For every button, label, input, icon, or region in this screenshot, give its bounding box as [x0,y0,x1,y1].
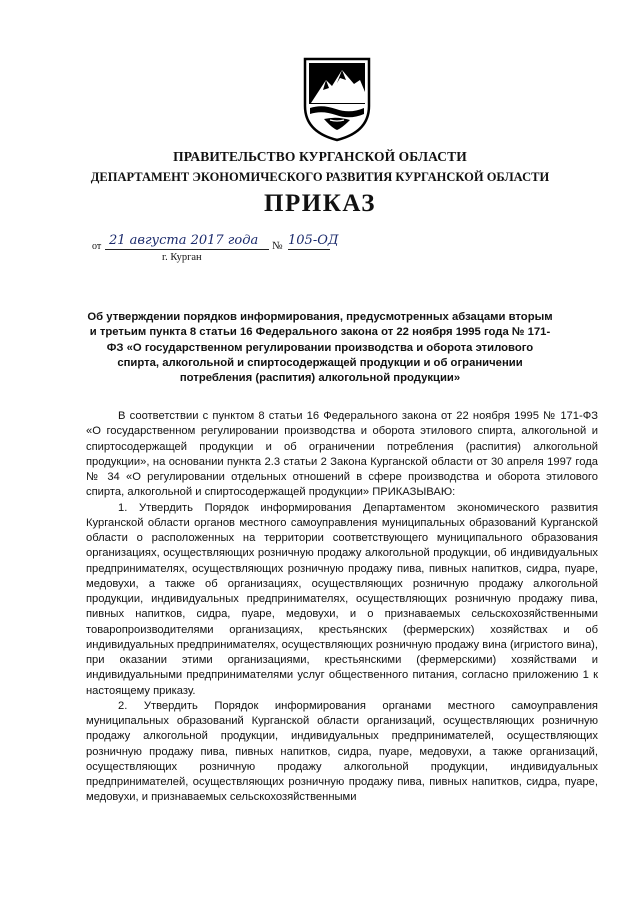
city-label: г. Курган [162,252,202,263]
coat-of-arms-icon [302,56,372,142]
date-from-label: от [92,241,102,252]
document-body [86,409,598,806]
government-name: ПРАВИТЕЛЬСТВО КУРГАНСКОЙ ОБЛАСТИ [173,149,467,164]
document-type: ПРИКАЗ [264,190,376,217]
clause-2-paragraph: 2. Утвердить Порядок информирования органами местного самоуправления муниципальных образований Курганской области организаций, осуществляющих розничную продажу алкогольной продукции, индивидуальных предпринимателей, осуществляющих розничную продажу пива, пивных напитков, сидра, пуаре, медовухи, а также организаций, осуществляющих розничную продажу алкогольной продукции, индивидуальных предпринимателей, осуществляющих розничную продажу пива, пивных напитков, сидра, пуаре, медовухи, и признаваемых сельскохозяйственными [86,699,598,804]
clause-1-paragraph: 1. Утвердить Порядок информирования Департаментом экономического развития Курганской области органов местного самоуправления муниципальных образований Курганской области о расположенных на территории соответствующего муниципального образования организациях, осуществляющих розничную продажу алкогольной продукции, об индивидуальных предпринимателях, осуществляющих розничную продажу пива, пивных напитков, сидра, пуаре, медовухи, а также об организациях, осуществляющих розничную продажу алкогольной продукции, индивидуальных предпринимателях, осуществляющих розничную продажу пива, пивных напитков, сидра, пуаре, медовухи, и о признаваемых сельскохозяйственными товаропроизводителями организациях, крестьянских (фермерских) хозяйствах и об индивидуальных предпринимателях, осуществляющих розничную продажу вина (игристого вина), при оказании этими организациями, крестьянскими (фермерскими) хозяйствами и индивидуальными предпринимателями услуг общественного питания, согласно приложению 1 к настоящему приказу. [86,501,598,697]
handwritten-date: 21 августа 2017 года [105,233,269,250]
number-label: № [272,240,283,252]
handwritten-number: 105-ОД [288,233,339,248]
document-title: Об утверждении порядков информирования, предусмотренных абзацами вторым и третьим пункта 8 статьи 16 Федерального закона от 22 ноября 1995 года № 171-ФЗ «О государственном регулировании производства и оборота этилового спирта, алкогольной и спиртосодержащей продукции и об ограничении потребления (распития) алкогольной продукции» [87,311,553,385]
preamble-paragraph: В соответствии с пунктом 8 статьи 16 Федерального закона от 22 ноября 1995 № 171-ФЗ «О государственном регулировании производства и оборота этилового спирта, алкогольной и спиртосодержащей продукции и об ограничении потребления (распития) алкогольной продукции», на основании пункта 2.3 статьи 2 Закона Курганской области от 30 апреля 1997 года № 34 «О регулировании отдельных отношений в сфере производства и оборота этилового спирта, алкогольной и спиртосодержащей продукции» ПРИКАЗЫВАЮ: [86,410,598,499]
department-name: ДЕПАРТАМЕНТ ЭКОНОМИЧЕСКОГО РАЗВИТИЯ КУРГАНСКОЙ ОБЛАСТИ [90,170,550,184]
date-number-line [92,233,352,266]
